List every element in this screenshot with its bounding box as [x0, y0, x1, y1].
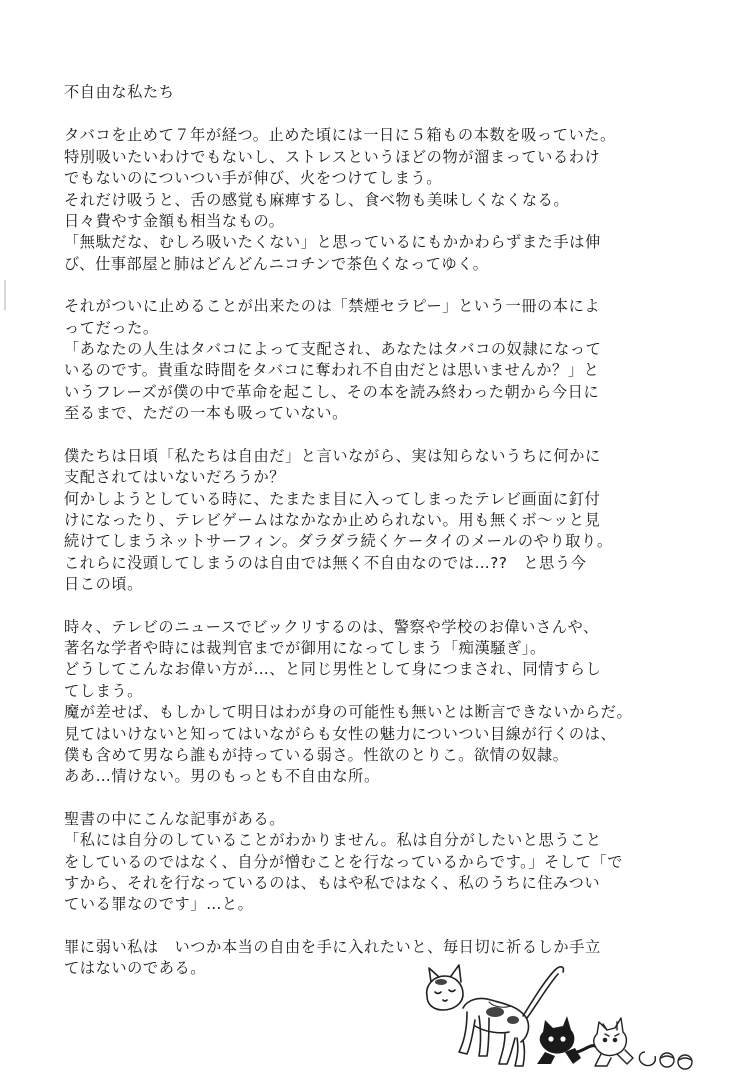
large-cat-patches	[435, 979, 519, 1024]
essay-line: 何かしようとしている時に、たまたま目に入ってしまったテレビ画面に釘付	[64, 489, 601, 508]
essay-paragraph	[64, 125, 694, 275]
black-kitten-drawing	[537, 1016, 595, 1064]
essay-line: ってだった。	[64, 318, 159, 337]
essay-line: いるのです。貴重な時間をタバコに奪われ不自由だとは思いませんか？」と	[64, 361, 600, 380]
essay-line: 僕も含めて男なら誰もが持っている弱さ。性欲のとりこ。欲情の奴隷。	[64, 745, 569, 764]
essay-line: これらに没頭してしまうのは自由では無く不自由なのでは…?? と思う今	[64, 553, 587, 572]
yarn-balls-drawing	[639, 1052, 692, 1069]
essay-paragraph	[64, 617, 694, 788]
scan-margin-mark	[4, 280, 6, 310]
essay-line: それだけ吸うと、舌の感覚も麻痺するし、食べ物も美味しくなくなる。	[64, 190, 570, 209]
essay-line: 著名な学者や時には裁判官までが御用になってしまう「痴漢騒ぎ」。	[64, 638, 546, 657]
essay-line: てはないのである。	[64, 959, 207, 978]
essay-line: ている罪なのです」…と。	[64, 895, 254, 914]
essay-paragraph	[64, 446, 694, 596]
essay-line: けになったり、テレビゲームはなかなか止められない。用も無くボ〜ッと見	[64, 510, 601, 529]
essay-line: 罪に弱い私は いつか本当の自由を手に入れたいと、毎日切に祈るしか手立	[64, 937, 601, 956]
essay-line: 至るまで、ただの一本も吸っていない。	[64, 404, 348, 423]
essay-line: いうフレーズが僕の中で革命を起こし、その本を読み終わった朝から今日に	[64, 382, 600, 401]
essay-line: ああ…情けない。男のもっとも不自由な所。	[64, 767, 380, 786]
essay-line: をしているのではなく、自分が憎むことを行なっているからです。」そして「で	[64, 852, 624, 871]
essay-line: 日々費やす金額も相当なもの。	[64, 212, 285, 231]
essay-title: 不自由な私たち	[64, 83, 175, 101]
essay-line: それがついに止めることが出来たのは「禁煙セラピー」という一冊の本によ	[64, 297, 601, 316]
essay-line: 続けてしまうネットサーフィン。ダラダラ続くケータイのメールのやり取り。	[64, 532, 613, 551]
essay-body	[64, 125, 694, 979]
essay-line: 時々、テレビのニュースでビックリするのは、警察や学校のお偉いさんや、	[64, 617, 599, 636]
essay-line: でもないのについつい手が伸び、火をつけてしまう。	[64, 169, 442, 188]
essay-line: 日この頃。	[64, 575, 143, 594]
essay-line: すから、それを行なっているのは、もはや私ではなく、私のうちに住みつい	[64, 874, 601, 892]
essay-paragraph	[64, 809, 694, 916]
essay-line: タバコを止めて７年が経つ。止めた頃には一日に５箱もの本数を吸っていた。	[64, 126, 616, 145]
striped-kitten-drawing	[594, 1018, 633, 1066]
essay-line: 僕たちは日頃「私たちは自由だ」と言いながら、実は知らないうちに何かに	[64, 446, 601, 465]
essay-line: 特別吸いたいわけでもないし、ストレスというほどの物が溜まっているわけ	[64, 147, 601, 166]
essay-line: 聖書の中にこんな記事がある。	[64, 809, 286, 828]
essay-line: 「あなたの人生はタバコによって支配され、あなたはタバコの奴隷になって	[64, 340, 602, 359]
essay-line: 「無駄だな、むしろ吸いたくない」と思っているにもかかわらずまた手は伸	[64, 233, 601, 252]
essay-line: 見てはいけないと知ってはいながらも女性の魅力についつい目線が行くのは、	[64, 724, 617, 743]
essay-line: どうしてこんなお偉い方が…、と同じ男性として身につまされ、同情すらし	[64, 660, 602, 679]
essay-line: 魔が差せば、もしかして明日はわが身の可能性も無いとは断言できないからだ。	[64, 703, 633, 722]
essay-line: 「私には自分のしていることがわかりません。私は自分がしたいと思うこと	[64, 831, 602, 850]
essay-paragraph	[64, 296, 694, 424]
essay-line: てしまう。	[64, 681, 143, 700]
essay-line: び、仕事部屋と肺はどんどんニコチンで茶色くなってゆく。	[64, 254, 489, 273]
essay	[64, 82, 694, 1001]
cats-illustration	[405, 960, 700, 1075]
essay-line: 支配されてはいないだろうか？	[64, 468, 286, 487]
